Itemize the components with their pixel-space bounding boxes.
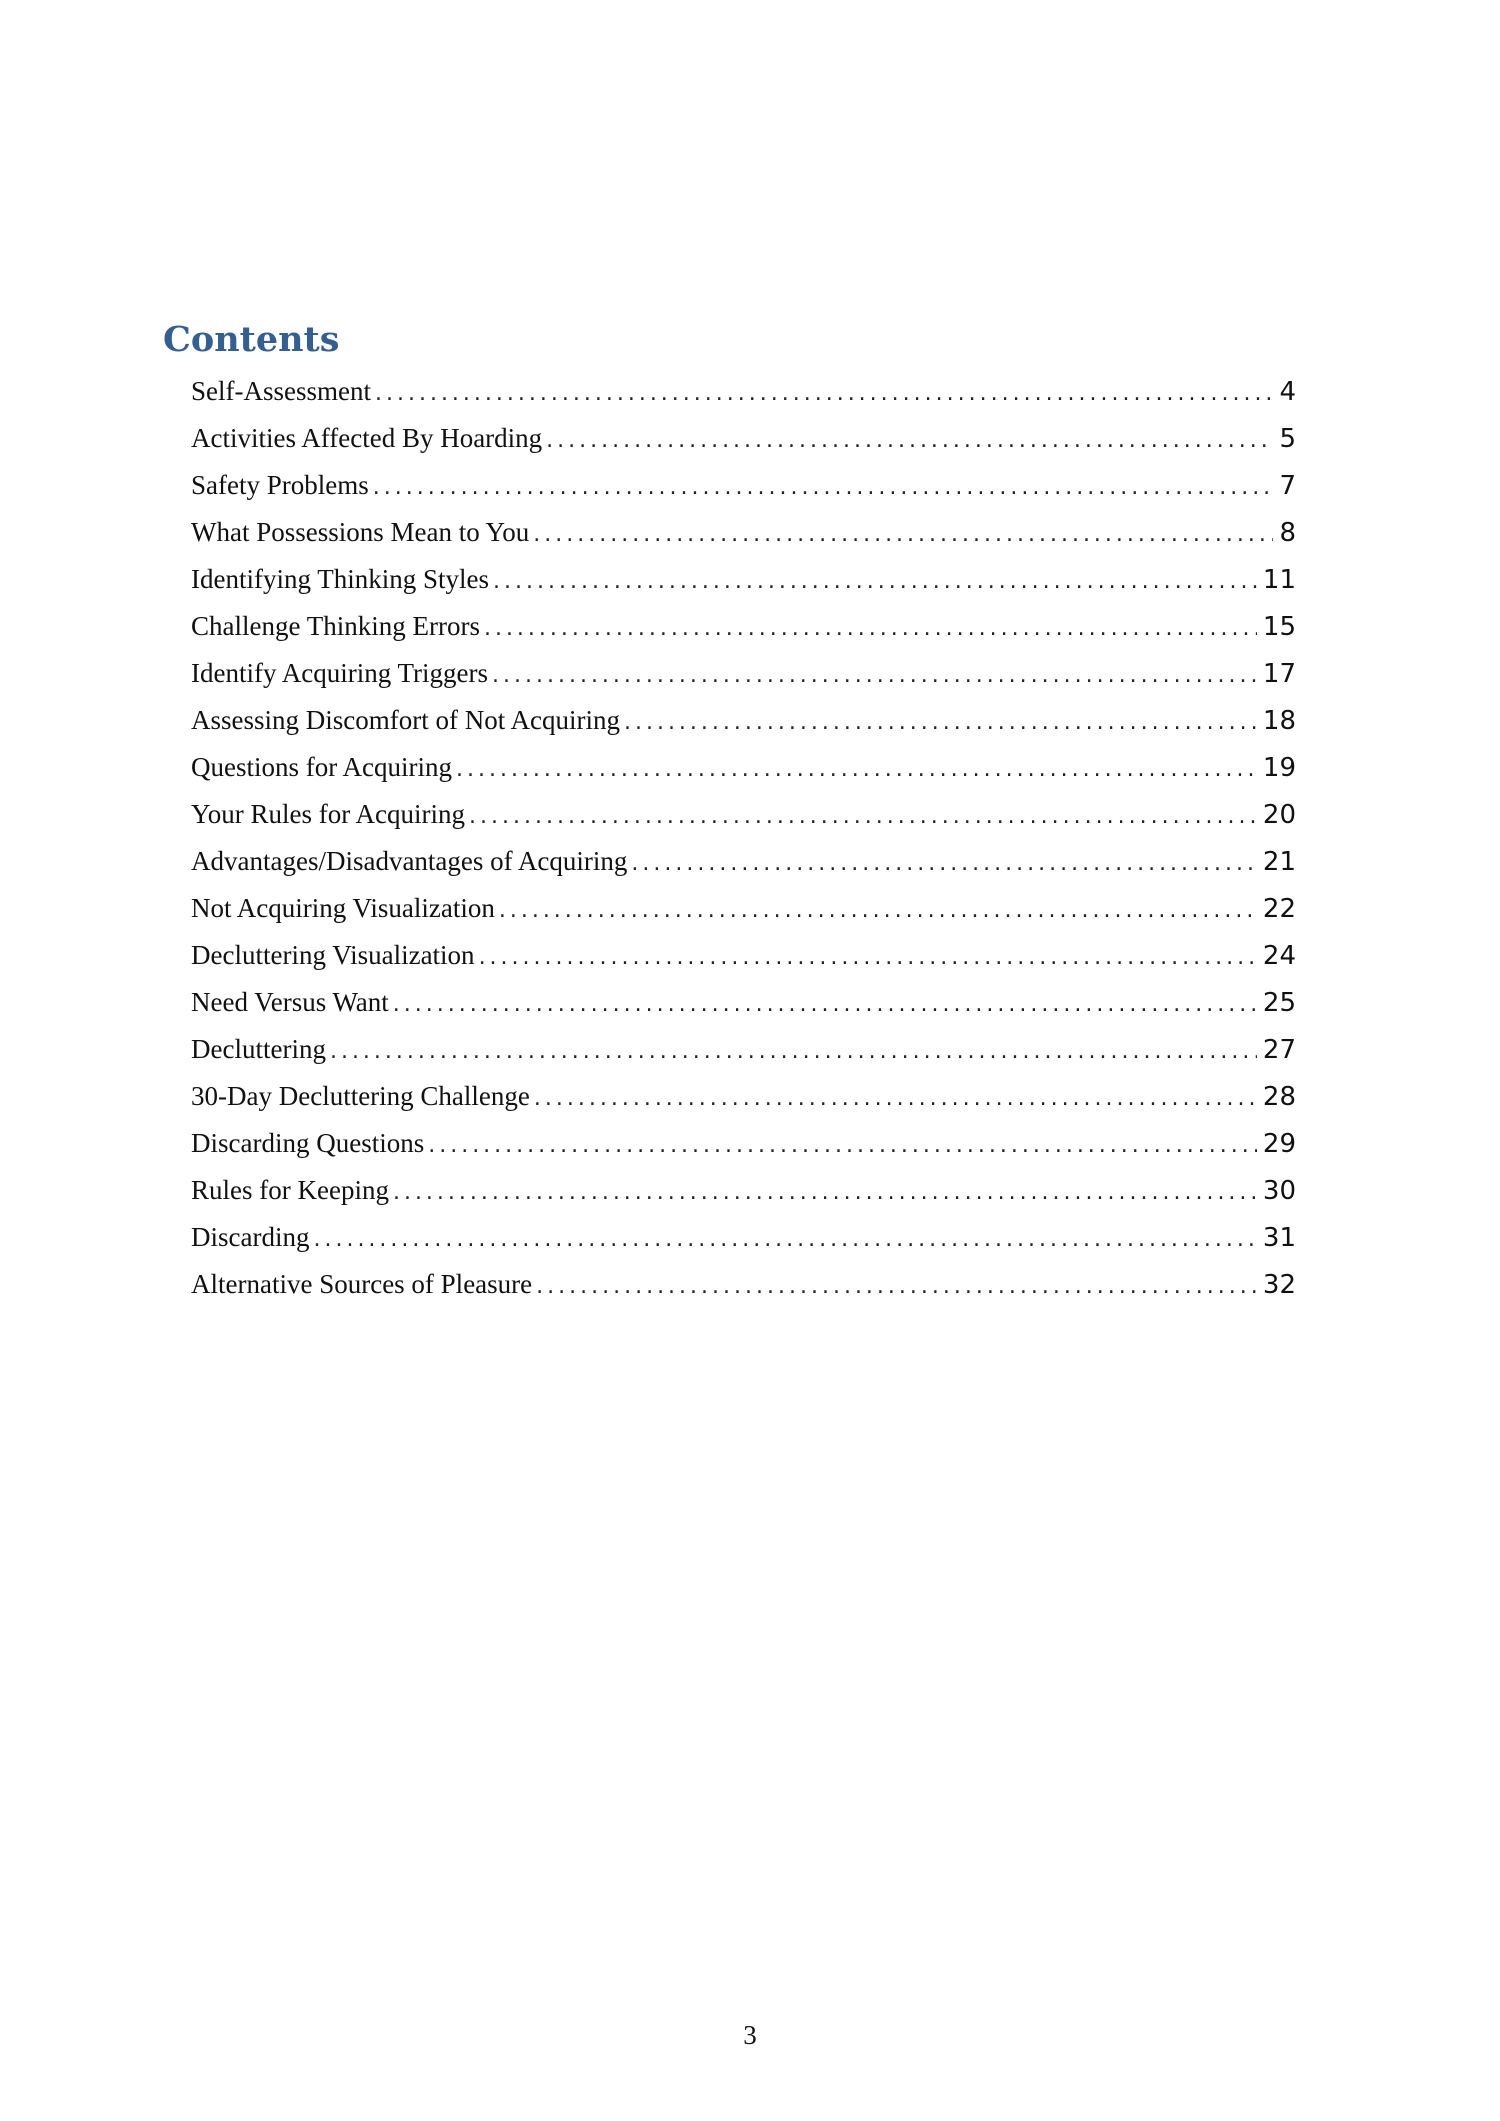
toc-entry-page-number: 28 xyxy=(1262,1082,1296,1112)
toc-heading: Contents xyxy=(163,319,340,360)
toc-entry-title: Your Rules for Acquiring xyxy=(191,799,466,829)
toc-entry-page-number: 24 xyxy=(1262,941,1296,971)
toc-entry[interactable] xyxy=(191,838,1296,885)
toc-entry-title: Self-Assessment xyxy=(191,376,371,406)
toc-entry[interactable] xyxy=(191,1261,1296,1308)
toc-entry-page-number: 19 xyxy=(1262,753,1296,783)
toc-entry[interactable] xyxy=(191,1167,1296,1214)
toc-entry-page-number: 21 xyxy=(1262,847,1296,877)
toc-entry-title: Activities Affected By Hoarding xyxy=(191,423,543,453)
toc-dot-leader xyxy=(479,934,1257,981)
toc-entry-page-number: 8 xyxy=(1279,518,1296,548)
toc-dot-leader xyxy=(631,840,1257,887)
toc-entry-page-number: 27 xyxy=(1262,1035,1296,1065)
toc-entry-title: Identify Acquiring Triggers xyxy=(191,658,488,688)
toc-entry-page-number: 4 xyxy=(1279,377,1296,407)
toc-dot-leader xyxy=(533,511,1273,558)
toc-entry-title: Alternative Sources of Pleasure xyxy=(191,1269,533,1299)
toc-entry[interactable] xyxy=(191,932,1296,979)
toc-entry[interactable] xyxy=(191,603,1296,650)
toc-entry[interactable] xyxy=(191,462,1296,509)
toc-dot-leader xyxy=(393,1169,1257,1216)
toc-entry-page-number: 25 xyxy=(1262,988,1296,1018)
toc-entry[interactable] xyxy=(191,368,1296,415)
table-of-contents xyxy=(163,318,1296,1308)
toc-entry-page-number: 32 xyxy=(1262,1270,1296,1300)
toc-dot-leader xyxy=(469,793,1257,840)
toc-entry[interactable] xyxy=(191,1073,1296,1120)
toc-dot-leader xyxy=(330,1028,1257,1075)
toc-entry[interactable] xyxy=(191,744,1296,791)
toc-entry[interactable] xyxy=(191,556,1296,603)
toc-entry[interactable] xyxy=(191,697,1296,744)
toc-entry-title: Identifying Thinking Styles xyxy=(191,564,489,594)
toc-dot-leader xyxy=(484,605,1257,652)
toc-entry-title: Safety Problems xyxy=(191,470,369,500)
toc-entry-title: Questions for Acquiring xyxy=(191,752,452,782)
toc-entry[interactable] xyxy=(191,509,1296,556)
toc-dot-leader xyxy=(428,1122,1257,1169)
toc-dot-leader xyxy=(493,558,1257,605)
toc-entry-page-number: 22 xyxy=(1262,894,1296,924)
toc-entry[interactable] xyxy=(191,1214,1296,1261)
toc-entry[interactable] xyxy=(191,791,1296,838)
toc-entry-page-number: 15 xyxy=(1262,612,1296,642)
toc-entry[interactable] xyxy=(191,1120,1296,1167)
toc-dot-leader xyxy=(313,1216,1256,1263)
toc-entry-title: Advantages/Disadvantages of Acquiring xyxy=(191,846,628,876)
toc-entry-page-number: 7 xyxy=(1279,471,1296,501)
toc-entry-title: Decluttering Visualization xyxy=(191,940,475,970)
toc-dot-leader xyxy=(375,370,1273,417)
toc-entry[interactable] xyxy=(191,650,1296,697)
toc-dot-leader xyxy=(373,464,1274,511)
toc-entry-page-number: 18 xyxy=(1262,706,1296,736)
toc-entry-title: What Possessions Mean to You xyxy=(191,517,530,547)
toc-dot-leader xyxy=(546,417,1273,464)
toc-entry-title: Assessing Discomfort of Not Acquiring xyxy=(191,705,620,735)
toc-entry-title: Discarding Questions xyxy=(191,1128,425,1158)
toc-entry[interactable] xyxy=(191,979,1296,1026)
toc-entry-title: Decluttering xyxy=(191,1034,326,1064)
toc-dot-leader xyxy=(492,652,1257,699)
toc-entry-page-number: 29 xyxy=(1262,1129,1296,1159)
toc-entry[interactable] xyxy=(191,415,1296,462)
toc-dot-leader xyxy=(456,746,1257,793)
toc-entry-page-number: 5 xyxy=(1279,424,1296,454)
toc-entry-title: Challenge Thinking Errors xyxy=(191,611,480,641)
toc-entry-page-number: 17 xyxy=(1262,659,1296,689)
toc-entry[interactable] xyxy=(191,1026,1296,1073)
page-number: 3 xyxy=(743,2020,757,2050)
toc-dot-leader xyxy=(536,1263,1257,1310)
toc-entry-page-number: 30 xyxy=(1262,1176,1296,1206)
toc-list xyxy=(163,368,1296,1308)
toc-dot-leader xyxy=(534,1075,1257,1122)
toc-entry-page-number: 11 xyxy=(1262,565,1296,595)
toc-entry-title: Not Acquiring Visualization xyxy=(191,893,495,923)
toc-entry-title: Discarding xyxy=(191,1222,310,1252)
toc-entry-title: Need Versus Want xyxy=(191,987,389,1017)
toc-entry-page-number: 31 xyxy=(1262,1223,1296,1253)
toc-entry[interactable] xyxy=(191,885,1296,932)
toc-entry-title: 30-Day Decluttering Challenge xyxy=(191,1081,530,1111)
toc-entry-title: Rules for Keeping xyxy=(191,1175,389,1205)
toc-dot-leader xyxy=(624,699,1257,746)
toc-dot-leader xyxy=(393,981,1257,1028)
toc-dot-leader xyxy=(499,887,1257,934)
toc-entry-page-number: 20 xyxy=(1262,800,1296,830)
